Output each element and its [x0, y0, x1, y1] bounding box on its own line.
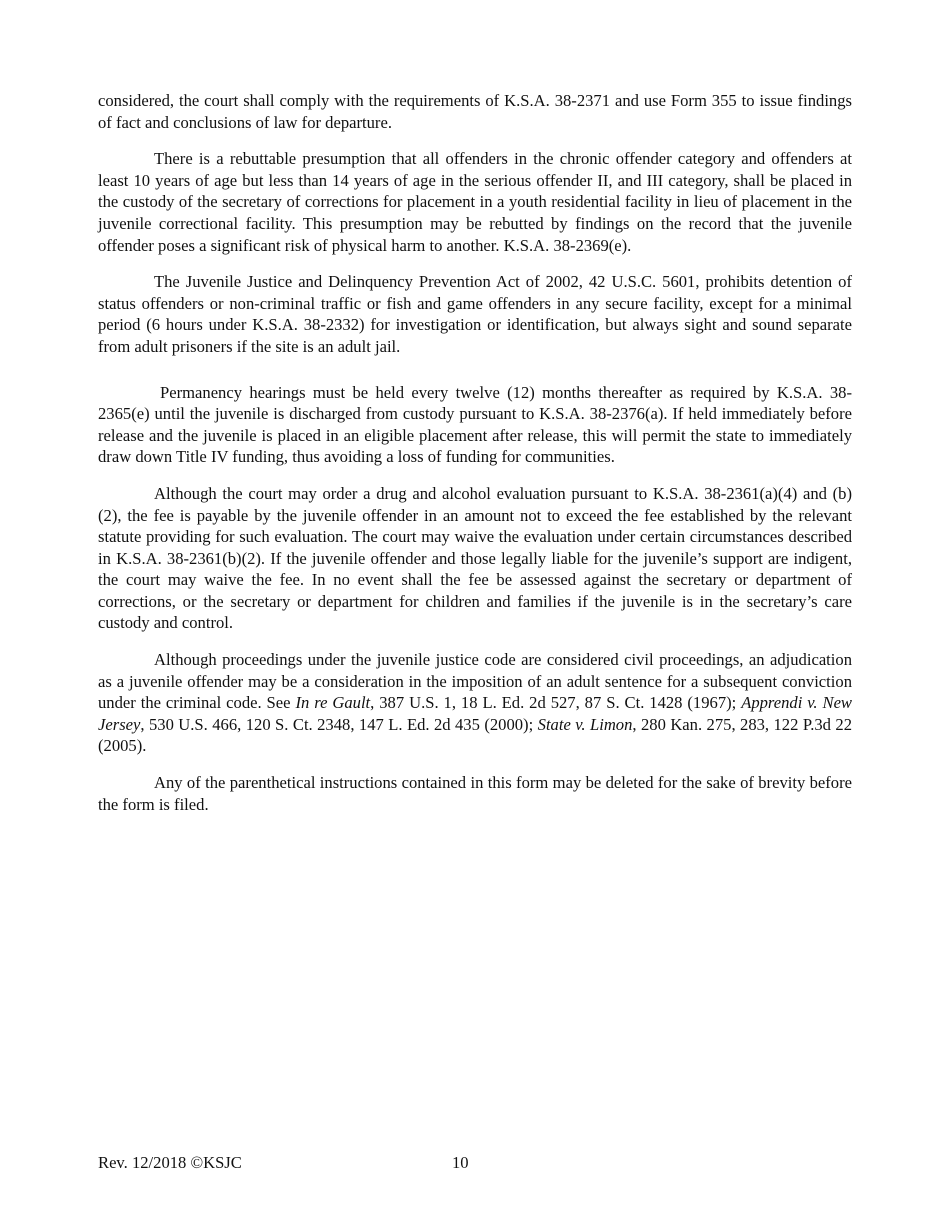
civil-proceedings-text-4: , 280 Kan. 275, 283, 122 P.3d 22 (2005). — [98, 714, 852, 756]
paragraph-jjdp-act: The Juvenile Justice and Delinquency Prevention Act of 2002, 42 U.S.C. 5601, prohibits detention of status offenders or non-criminal traffic or fish and game offenders in any secure facility, except for a minimal period (6 hours under K.S.A. 38-2332) for investigation or identification, but always sight and sound separate from adult prisoners if the site is an adult jail. — [98, 272, 852, 356]
civil-proceedings-text-2: , 387 U.S. 1, 18 L. Ed. 2d 527, 87 S. Ct. 1428 (1967); — [370, 693, 742, 713]
revision-copyright: Rev. 12/2018 ©KSJC — [98, 1153, 242, 1172]
paragraph-permanency-hearings: Permanency hearings must be held every twelve (12) months thereafter as required by K.S.A. 38-2365(e) until the juvenile is discharged from custody pursuant to K.S.A. 38-2376(a). If held immediately before release and the juvenile is placed in an eligible placement after release, this will permit the state to immediately draw down Title IV funding, thus avoiding a loss of funding for communities. — [98, 382, 852, 467]
civil-proceedings-text-1: Although proceedings under the juvenile justice code are considered civil proceedings, an adjudication as a juvenile offender may be a consideration in the imposition of an adult sentence for a subsequent conviction under the criminal code. See — [98, 650, 852, 713]
civil-proceedings-text-3: , 530 U.S. 466, 120 S. Ct. 2348, 147 L. Ed. 2d 435 (2000); — [140, 714, 538, 734]
paragraph-parenthetical-instructions: Any of the parenthetical instructions contained in this form may be deleted for the sake of brevity before the form is filed. — [98, 773, 852, 814]
page-number: 10 — [452, 1153, 469, 1172]
case-citation-apprendi: Apprendi v. New Jersey — [98, 693, 852, 734]
case-citation-limon: State v. Limon — [537, 714, 633, 734]
case-citation-gault: In re Gault — [295, 693, 371, 713]
document-body — [98, 90, 852, 830]
paragraph-rebuttable-presumption: There is a rebuttable presumption that all offenders in the chronic offender category and offenders at least 10 years of age but less than 14 years of age in the serious offender II, and III category, shall be placed in the custody of the secretary of corrections for placement in a youth residential facility in lieu of placement in the juvenile correctional facility. This presumption may be rebutted by findings on the record that the juvenile offender poses a significant risk of physical harm to another. K.S.A. 38-2369(e). — [98, 149, 852, 255]
paragraph-departure-findings: considered, the court shall comply with the requirements of K.S.A. 38-2371 and use Form 355 to issue findings of fact and conclusions of law for departure. — [98, 91, 852, 132]
paragraph-drug-alcohol-evaluation: Although the court may order a drug and alcohol evaluation pursuant to K.S.A. 38-2361(a)(4) and (b)(2), the fee is payable by the juvenile offender in an amount not to exceed the fee established by the relevant statute providing for such evaluation. The court may waive the evaluation under certain circumstances described in K.S.A. 38-2361(b)(2). If the juvenile offender and those legally liable for the juvenile’s support are indigent, the court may waive the fee. In no event shall the fee be assessed against the secretary or department of corrections, or the secretary or department for children and families if the juvenile is in the secretary’s care custody and control. — [98, 483, 852, 633]
paragraph-civil-proceedings — [98, 649, 852, 757]
